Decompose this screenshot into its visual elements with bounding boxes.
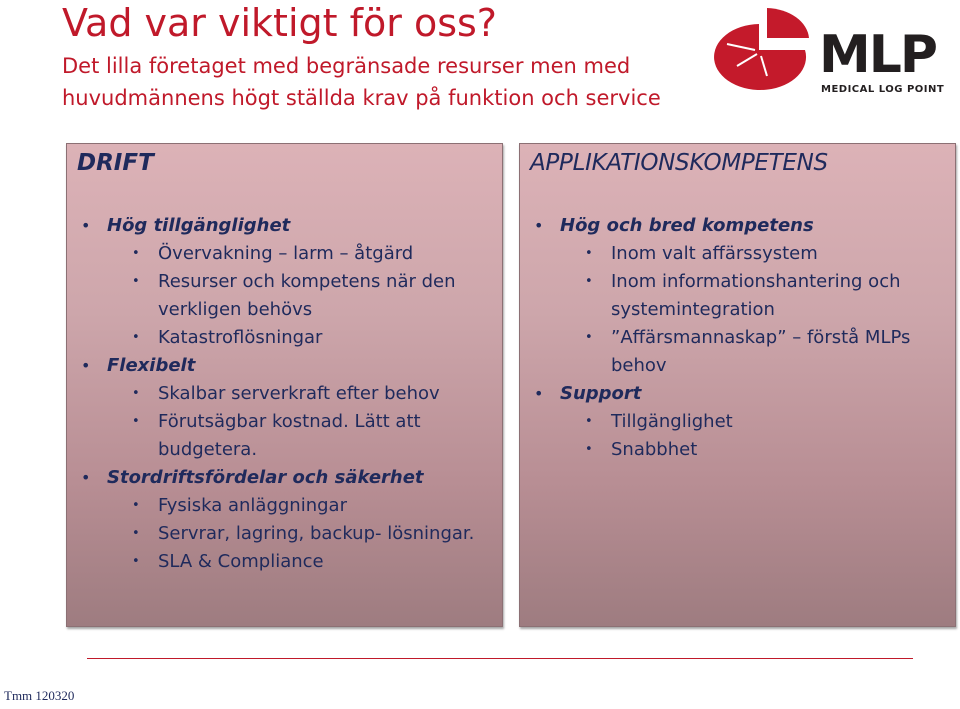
sub-list-item: • ”Affärsmannaskap” – förstå MLPs behov <box>560 324 952 380</box>
footer-divider <box>87 658 913 659</box>
sub-list-item: • Övervakning – larm – åtgärd <box>107 240 499 268</box>
sub-list-item: • Resurser och kompetens när den verkligen behövs <box>107 268 499 324</box>
sub-list-item: • Fysiska anläggningar <box>107 492 499 520</box>
slide-subtitle <box>62 50 661 114</box>
drift-list <box>79 212 499 576</box>
sub-list-item: • Förutsägbar kostnad. Lätt att budgetera. <box>107 408 499 464</box>
sub-list-item: • Inom valt affärssystem <box>560 240 952 268</box>
panel-heading: DRIFT <box>77 150 154 176</box>
list-item <box>79 464 499 576</box>
sub-list-item: • Katastroflösningar <box>107 324 499 352</box>
sub-list-item: • Snabbhet <box>560 436 952 464</box>
mlp-logo <box>697 4 945 100</box>
sub-list-item: • Skalbar serverkraft efter behov <box>107 380 499 408</box>
list-item-label: Hög tillgänglighet <box>107 215 291 236</box>
list-item-label: Support <box>560 383 642 404</box>
sub-list-item: • Tillgänglighet <box>560 408 952 436</box>
panel-heading: APPLIKATIONSKOMPETENS <box>530 150 828 176</box>
slide-title: Vad var viktigt för oss? <box>62 1 497 45</box>
sub-list-item: • SLA & Compliance <box>107 548 499 576</box>
drift-panel <box>66 143 503 627</box>
sub-list-item: • Servrar, lagring, backup- lösningar. <box>107 520 499 548</box>
logo-brand: MLP <box>819 25 936 85</box>
list-item <box>79 212 499 352</box>
footer-text: Tmm 120320 <box>4 688 75 703</box>
logo-tagline: MEDICAL LOG POINT <box>821 84 945 95</box>
applikationskompetens-panel <box>519 143 956 627</box>
list-item-label: Hög och bred kompetens <box>560 215 814 236</box>
pie-chart-logo-icon <box>714 8 809 90</box>
applikationskompetens-list <box>532 212 952 464</box>
sub-list-item: • Inom informationshantering och systemintegration <box>560 268 952 324</box>
subtitle-line-1: Det lilla företaget med begränsade resurser men med <box>62 54 631 78</box>
list-item <box>532 380 952 464</box>
subtitle-line-2: huvudmännens högt ställda krav på funktion och service <box>62 86 661 110</box>
list-item-label: Stordriftsfördelar och säkerhet <box>107 467 424 488</box>
list-item <box>532 212 952 380</box>
list-item <box>79 352 499 464</box>
list-item-label: Flexibelt <box>107 355 196 376</box>
